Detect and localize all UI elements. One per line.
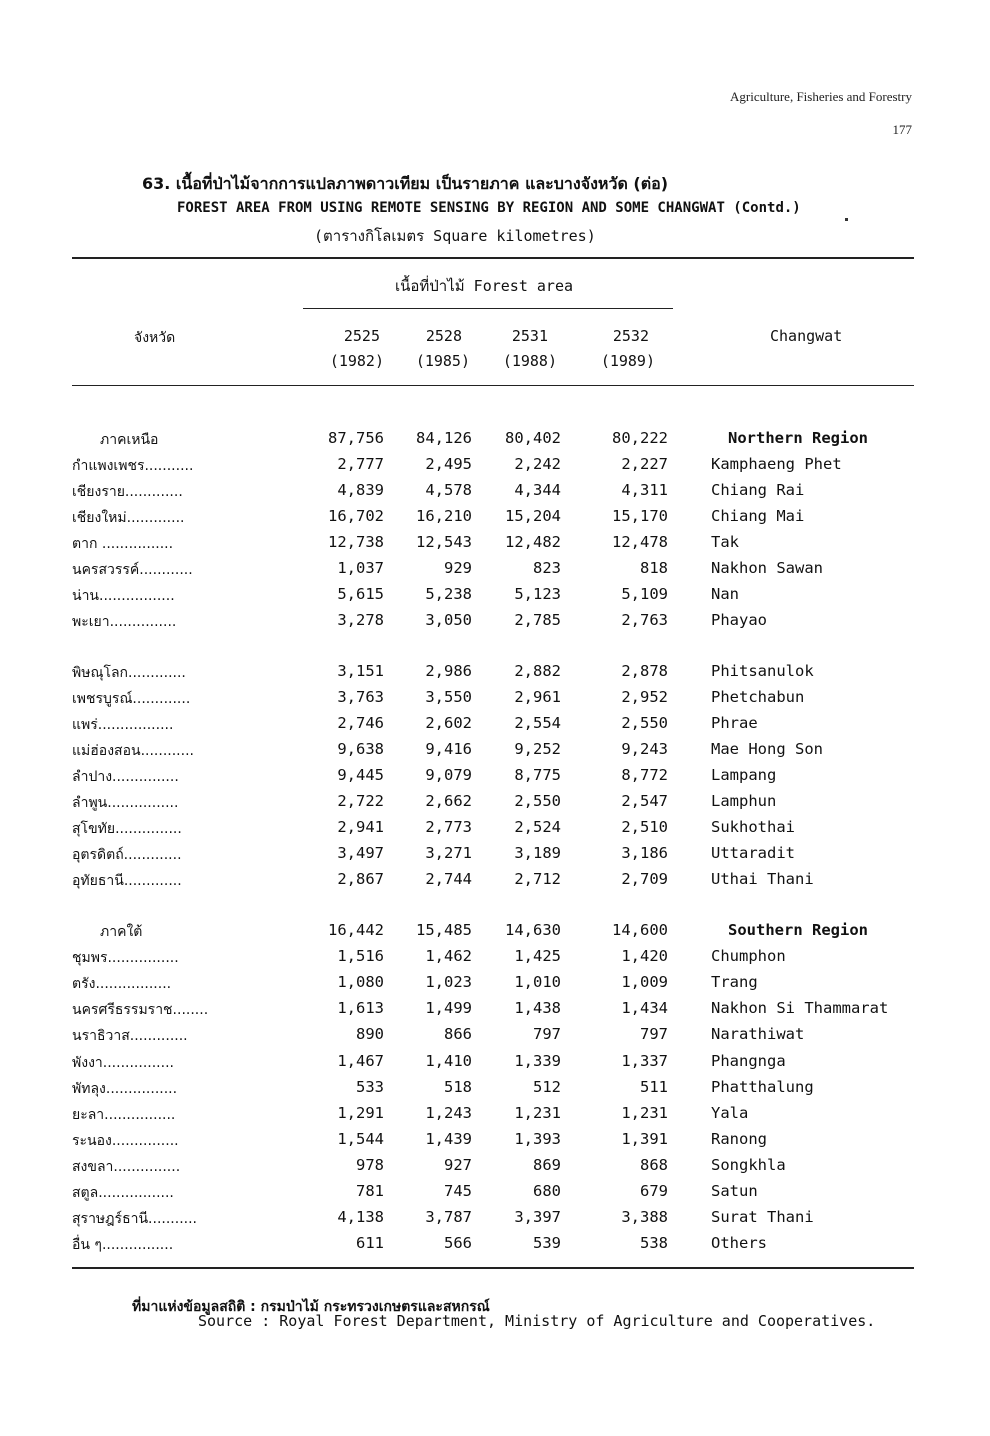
source-english: Source : Royal Forest Department, Ministry of Agriculture and Cooperatives. xyxy=(198,1312,876,1330)
forest-area-value-cell: 1,291 xyxy=(337,1103,384,1122)
changwat-thai-cell: พัทลุง................ xyxy=(72,1080,178,1097)
forest-area-value-cell: 2,495 xyxy=(425,455,472,473)
table-row xyxy=(0,662,990,688)
changwat-english-cell: Surat Thani xyxy=(711,1208,814,1227)
forest-area-value-cell: 12,478 xyxy=(612,533,668,551)
changwat-thai-cell: พะเยา............... xyxy=(72,614,177,630)
region-total-row xyxy=(0,921,990,947)
forest-area-value-cell: 4,578 xyxy=(425,481,472,499)
changwat-thai-cell: สตูล................. xyxy=(72,1185,174,1201)
forest-area-value-cell: 538 xyxy=(640,1234,668,1253)
changwat-thai-cell: เชียงใหม่............. xyxy=(72,510,185,526)
table-row xyxy=(0,533,990,559)
changwat-thai-cell: ชุมพร................ xyxy=(72,950,179,967)
page-number: 177 xyxy=(892,122,912,137)
forest-area-value-cell: 866 xyxy=(444,1025,472,1044)
changwat-english-cell: Chiang Rai xyxy=(711,481,805,499)
forest-area-value-cell: 4,344 xyxy=(514,481,561,499)
changwat-thai-cell: แม่ฮ่องสอน............ xyxy=(72,743,194,759)
changwat-english-cell: Uthai Thani xyxy=(711,870,814,888)
forest-area-value-cell: 1,080 xyxy=(337,973,384,992)
year-header-be: 2531 xyxy=(511,327,548,345)
forest-area-value-cell: 9,638 xyxy=(337,740,384,758)
table-row xyxy=(0,1156,990,1182)
group-header-rule xyxy=(303,308,673,309)
forest-area-value-cell: 1,425 xyxy=(514,947,561,966)
changwat-thai-cell: เชียงราย............. xyxy=(72,484,183,500)
changwat-english-cell: Phitsanulok xyxy=(711,662,814,680)
table-row xyxy=(0,688,990,714)
changwat-english-cell: Southern Region xyxy=(728,921,868,939)
forest-area-value-cell: 1,434 xyxy=(621,999,668,1018)
table-row xyxy=(0,766,990,792)
changwat-english-cell: Nakhon Si Thammarat xyxy=(711,999,889,1018)
changwat-thai-cell: แพร่................. xyxy=(72,717,174,733)
region-total-row xyxy=(0,429,990,455)
changwat-english-cell: Phatthalung xyxy=(711,1077,814,1096)
forest-area-value-cell: 1,023 xyxy=(425,973,472,992)
table-row xyxy=(0,1078,990,1104)
forest-area-value-cell: 869 xyxy=(533,1155,561,1174)
forest-area-value-cell: 679 xyxy=(640,1182,668,1200)
forest-area-value-cell: 3,189 xyxy=(514,844,561,862)
forest-area-value-cell: 978 xyxy=(356,1155,384,1174)
forest-area-value-cell: 1,420 xyxy=(621,947,668,966)
table-row xyxy=(0,1130,990,1156)
forest-area-value-cell: 16,210 xyxy=(416,507,472,525)
table-row xyxy=(0,1104,990,1130)
changwat-english-cell: Satun xyxy=(711,1182,758,1200)
forest-area-value-cell: 16,702 xyxy=(328,507,384,525)
forest-area-value-cell: 3,050 xyxy=(425,611,472,629)
forest-area-value-cell: 9,079 xyxy=(425,766,472,784)
forest-area-value-cell: 2,510 xyxy=(621,818,668,836)
forest-area-value-cell: 15,170 xyxy=(612,507,668,525)
changwat-english-cell: Narathiwat xyxy=(711,1025,805,1044)
forest-area-value-cell: 1,613 xyxy=(337,999,384,1018)
forest-area-value-cell: 1,010 xyxy=(514,973,561,992)
forest-area-value-cell: 2,744 xyxy=(425,870,472,888)
forest-area-value-cell: 2,785 xyxy=(514,611,561,629)
changwat-english-cell: Nan xyxy=(711,585,739,603)
forest-area-value-cell: 3,550 xyxy=(425,688,472,706)
forest-area-value-cell: 16,442 xyxy=(328,921,384,939)
forest-area-value-cell: 1,410 xyxy=(425,1051,472,1070)
changwat-english-cell: Yala xyxy=(711,1103,749,1122)
changwat-thai-cell: อื่น ๆ................ xyxy=(72,1237,174,1254)
table-row xyxy=(0,844,990,870)
changwat-english-cell: Tak xyxy=(711,533,739,551)
forest-area-value-cell: 1,544 xyxy=(337,1129,384,1148)
changwat-english-cell: Chiang Mai xyxy=(711,507,805,525)
forest-area-value-cell: 1,339 xyxy=(514,1051,561,1070)
forest-area-value-cell: 15,204 xyxy=(505,507,561,525)
forest-area-value-cell: 566 xyxy=(444,1234,472,1253)
table-row xyxy=(0,792,990,818)
changwat-thai-cell: สุราษฎร์ธานี........... xyxy=(72,1211,198,1228)
forest-area-value-cell: 2,882 xyxy=(514,662,561,680)
table-row xyxy=(0,714,990,740)
table-row xyxy=(0,870,990,896)
forest-area-value-cell: 84,126 xyxy=(416,429,472,447)
table-row xyxy=(0,999,990,1025)
year-header-ce: (1988) xyxy=(502,352,557,370)
table-row xyxy=(0,559,990,585)
changwat-col-header: Changwat xyxy=(770,327,843,345)
forest-area-value-cell: 927 xyxy=(444,1155,472,1174)
changwat-thai-cell: ระนอง............... xyxy=(72,1132,179,1149)
forest-area-value-cell: 1,438 xyxy=(514,999,561,1018)
forest-area-value-cell: 3,388 xyxy=(621,1208,668,1227)
forest-area-value-cell: 797 xyxy=(640,1025,668,1044)
forest-area-value-cell: 8,772 xyxy=(621,766,668,784)
changwat-thai-cell: นราธิวาส............. xyxy=(72,1028,188,1045)
forest-area-value-cell: 680 xyxy=(533,1182,561,1200)
year-header-be: 2528 xyxy=(425,327,462,345)
forest-area-value-cell: 80,402 xyxy=(505,429,561,447)
table-row xyxy=(0,455,990,481)
forest-area-value-cell: 1,467 xyxy=(337,1051,384,1070)
changwat-thai-cell: นครสวรรค์............ xyxy=(72,562,193,578)
changwat-thai-cell: กำแพงเพชร........... xyxy=(72,458,194,474)
changwat-thai-cell: ยะลา................ xyxy=(72,1106,176,1123)
forest-area-value-cell: 12,482 xyxy=(505,533,561,551)
forest-area-value-cell: 3,787 xyxy=(425,1208,472,1227)
changwat-thai-cell: สุโขทัย............... xyxy=(72,821,182,837)
forest-area-value-cell: 3,186 xyxy=(621,844,668,862)
forest-area-value-cell: 2,524 xyxy=(514,818,561,836)
year-header-be: 2532 xyxy=(612,327,649,345)
forest-area-value-cell: 611 xyxy=(356,1234,384,1253)
header-bottom-rule xyxy=(72,385,914,386)
changwat-thai-cell: ลำพูน................ xyxy=(72,795,179,811)
forest-area-value-cell: 797 xyxy=(533,1025,561,1044)
changwat-english-cell: Songkhla xyxy=(711,1155,786,1174)
forest-area-value-cell: 5,109 xyxy=(621,585,668,603)
changwat-english-cell: Mae Hong Son xyxy=(711,740,823,758)
forest-area-value-cell: 15,485 xyxy=(416,921,472,939)
forest-area-value-cell: 2,602 xyxy=(425,714,472,732)
forest-area-value-cell: 539 xyxy=(533,1234,561,1253)
forest-area-value-cell: 8,775 xyxy=(514,766,561,784)
changwat-thai-cell: น่าน................. xyxy=(72,588,175,604)
changwat-english-cell: Lamphun xyxy=(711,792,777,810)
changwat-thai-cell: ภาคใต้ xyxy=(100,924,143,940)
forest-area-value-cell: 1,231 xyxy=(514,1103,561,1122)
table-title-thai: 63. เนื้อที่ป่าไม้จากการแปลภาพดาวเทียม เป็นรายภาค และบางจังหวัด (ต่อ) xyxy=(142,174,669,193)
forest-area-value-cell: 1,009 xyxy=(621,973,668,992)
running-header: Agriculture, Fisheries and Forestry xyxy=(730,89,912,104)
table-top-rule xyxy=(72,257,914,259)
table-bottom-rule xyxy=(72,1267,914,1269)
forest-area-value-cell: 2,662 xyxy=(425,792,472,810)
table-row xyxy=(0,585,990,611)
changwat-thai-cell: เพชรบูรณ์............. xyxy=(72,691,191,707)
table-row xyxy=(0,1234,990,1260)
forest-area-value-cell: 87,756 xyxy=(328,429,384,447)
forest-area-value-cell: 1,231 xyxy=(621,1103,668,1122)
forest-area-value-cell: 9,445 xyxy=(337,766,384,784)
table-row xyxy=(0,1182,990,1208)
forest-area-value-cell: 3,278 xyxy=(337,611,384,629)
forest-area-value-cell: 5,615 xyxy=(337,585,384,603)
forest-area-value-cell: 12,543 xyxy=(416,533,472,551)
forest-area-value-cell: 2,550 xyxy=(621,714,668,732)
forest-area-value-cell: 533 xyxy=(356,1077,384,1096)
year-header-ce: (1985) xyxy=(415,352,470,370)
table-row xyxy=(0,947,990,973)
forest-area-value-cell: 2,242 xyxy=(514,455,561,473)
forest-area-value-cell: 2,709 xyxy=(621,870,668,888)
forest-area-value-cell: 1,499 xyxy=(425,999,472,1018)
forest-area-value-cell: 2,773 xyxy=(425,818,472,836)
table-row xyxy=(0,818,990,844)
forest-area-value-cell: 2,941 xyxy=(337,818,384,836)
table-row xyxy=(0,507,990,533)
changwat-thai-cell: ภาคเหนือ xyxy=(100,432,159,448)
forest-area-value-cell: 9,416 xyxy=(425,740,472,758)
source-thai: ที่มาแห่งข้อมูลสถิติ : กรมป่าไม้ กระทรวงเกษตรและสหกรณ์ xyxy=(132,1299,490,1315)
forest-area-value-cell: 14,630 xyxy=(505,921,561,939)
changwat-thai-cell: อุตรดิตถ์............. xyxy=(72,847,182,863)
table-unit: (ตารางกิโลเมตร Square kilometres) xyxy=(314,227,596,245)
changwat-thai-col-header: จังหวัด xyxy=(134,330,176,346)
changwat-thai-cell: ตรัง................. xyxy=(72,976,172,993)
changwat-english-cell: Others xyxy=(711,1234,767,1253)
forest-area-value-cell: 2,961 xyxy=(514,688,561,706)
forest-area-value-cell: 2,746 xyxy=(337,714,384,732)
forest-area-value-cell: 1,391 xyxy=(621,1129,668,1148)
forest-area-value-cell: 5,238 xyxy=(425,585,472,603)
changwat-english-cell: Phangnga xyxy=(711,1051,786,1070)
changwat-thai-cell: ลำปาง............... xyxy=(72,769,179,785)
forest-area-value-cell: 1,037 xyxy=(337,559,384,577)
forest-area-value-cell: 868 xyxy=(640,1155,668,1174)
table-row xyxy=(0,1208,990,1234)
table-title-english: FOREST AREA FROM USING REMOTE SENSING BY REGION AND SOME CHANGWAT (Contd.) xyxy=(177,200,801,216)
table-row xyxy=(0,973,990,999)
changwat-english-cell: Ranong xyxy=(711,1129,767,1148)
forest-area-value-cell: 4,138 xyxy=(337,1208,384,1227)
changwat-thai-cell: อุทัยธานี............. xyxy=(72,873,182,889)
forest-area-value-cell: 1,462 xyxy=(425,947,472,966)
changwat-thai-cell: ตาก ................ xyxy=(72,536,174,552)
table-row xyxy=(0,611,990,637)
forest-area-value-cell: 2,986 xyxy=(425,662,472,680)
table-row xyxy=(0,1025,990,1051)
forest-area-group-header: เนื้อที่ป่าไม้ Forest area xyxy=(395,277,574,295)
forest-area-value-cell: 2,722 xyxy=(337,792,384,810)
changwat-english-cell: Kamphaeng Phet xyxy=(711,455,842,473)
forest-area-value-cell: 1,516 xyxy=(337,947,384,966)
forest-area-value-cell: 1,439 xyxy=(425,1129,472,1148)
forest-area-value-cell: 9,252 xyxy=(514,740,561,758)
forest-area-value-cell: 2,867 xyxy=(337,870,384,888)
print-speck xyxy=(845,218,848,221)
forest-area-value-cell: 3,763 xyxy=(337,688,384,706)
forest-area-value-cell: 80,222 xyxy=(612,429,668,447)
forest-area-value-cell: 823 xyxy=(533,559,561,577)
forest-area-value-cell: 1,337 xyxy=(621,1051,668,1070)
changwat-english-cell: Nakhon Sawan xyxy=(711,559,823,577)
changwat-english-cell: Uttaradit xyxy=(711,844,795,862)
forest-area-value-cell: 745 xyxy=(444,1182,472,1200)
changwat-english-cell: Sukhothai xyxy=(711,818,795,836)
changwat-english-cell: Northern Region xyxy=(728,429,868,447)
forest-area-value-cell: 4,311 xyxy=(621,481,668,499)
forest-area-value-cell: 5,123 xyxy=(514,585,561,603)
forest-area-value-cell: 2,777 xyxy=(337,455,384,473)
forest-area-value-cell: 12,738 xyxy=(328,533,384,551)
forest-area-value-cell: 3,271 xyxy=(425,844,472,862)
forest-area-value-cell: 2,763 xyxy=(621,611,668,629)
forest-area-value-cell: 3,397 xyxy=(514,1208,561,1227)
forest-area-value-cell: 14,600 xyxy=(612,921,668,939)
table-row xyxy=(0,740,990,766)
forest-area-value-cell: 511 xyxy=(640,1077,668,1096)
forest-area-value-cell: 890 xyxy=(356,1025,384,1044)
forest-area-value-cell: 518 xyxy=(444,1077,472,1096)
forest-area-value-cell: 2,554 xyxy=(514,714,561,732)
year-header-ce: (1989) xyxy=(600,352,655,370)
changwat-english-cell: Phrae xyxy=(711,714,758,732)
forest-area-value-cell: 512 xyxy=(533,1077,561,1096)
forest-area-value-cell: 1,243 xyxy=(425,1103,472,1122)
forest-area-value-cell: 2,227 xyxy=(621,455,668,473)
table-row xyxy=(0,1052,990,1078)
changwat-thai-cell: สงขลา............... xyxy=(72,1158,181,1175)
forest-area-value-cell: 2,878 xyxy=(621,662,668,680)
forest-area-value-cell: 3,497 xyxy=(337,844,384,862)
forest-area-value-cell: 3,151 xyxy=(337,662,384,680)
forest-area-value-cell: 2,712 xyxy=(514,870,561,888)
forest-area-value-cell: 1,393 xyxy=(514,1129,561,1148)
table-row xyxy=(0,481,990,507)
forest-area-value-cell: 2,547 xyxy=(621,792,668,810)
changwat-thai-cell: พังงา................ xyxy=(72,1054,174,1071)
forest-area-value-cell: 9,243 xyxy=(621,740,668,758)
changwat-english-cell: Phetchabun xyxy=(711,688,805,706)
changwat-english-cell: Chumphon xyxy=(711,947,786,966)
forest-area-value-cell: 818 xyxy=(640,559,668,577)
changwat-thai-cell: นครศรีธรรมราช........ xyxy=(72,1002,209,1019)
year-header-ce: (1982) xyxy=(329,352,384,370)
changwat-english-cell: Phayao xyxy=(711,611,767,629)
forest-area-value-cell: 781 xyxy=(356,1182,384,1200)
forest-area-value-cell: 4,839 xyxy=(337,481,384,499)
forest-area-value-cell: 2,550 xyxy=(514,792,561,810)
forest-area-value-cell: 929 xyxy=(444,559,472,577)
year-header-be: 2525 xyxy=(343,327,380,345)
changwat-thai-cell: พิษณุโลก............. xyxy=(72,665,186,681)
changwat-english-cell: Lampang xyxy=(711,766,777,784)
forest-area-value-cell: 2,952 xyxy=(621,688,668,706)
changwat-english-cell: Trang xyxy=(711,973,758,992)
